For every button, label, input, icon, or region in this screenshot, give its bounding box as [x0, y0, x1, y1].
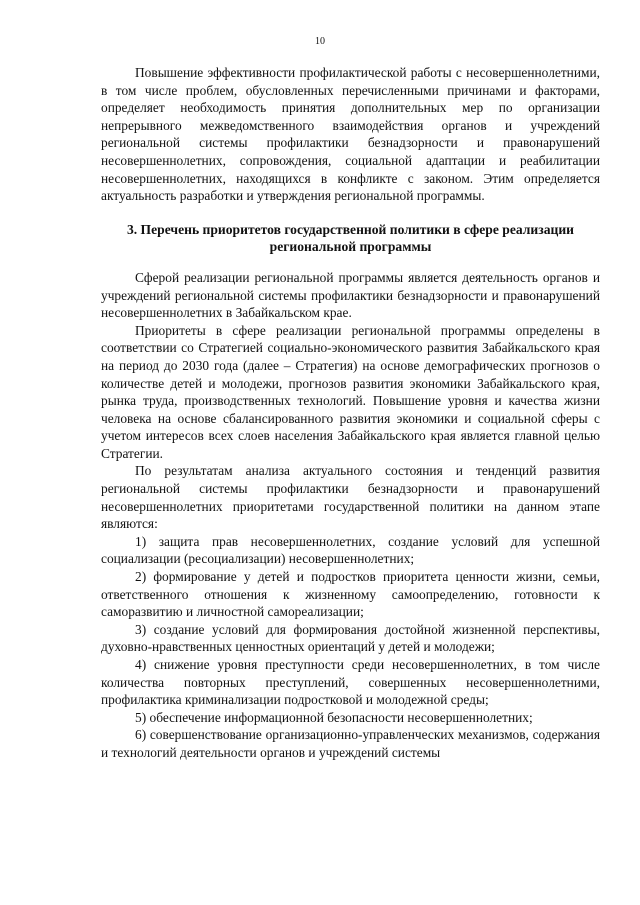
intro-paragraph: Повышение эффективности профилактической работы с несовершеннолетними, в том числе проблем, обусловленных перечисленными причинами и факторами, определяет необходимость принятия дополнительных мер по организации непрерывного межведомственного взаимодействия органов и учреждений региональной системы профилактики безнадзорности и правонарушений несовершеннолетних, сопровождения, социальной адаптации и реабилитации несовершеннолетних, находящихся в конфликте с законом. Этим определяется актуальность разработки и утверждения региональной программы. — [101, 65, 600, 204]
body-paragraph: По результатам анализа актуального состояния и тенденций развития региональной системы профилактики безнадзорности и правонарушений несовершеннолетних приоритетами государственной политики на данном этапе являются: — [101, 463, 600, 532]
priority-item: 1) защита прав несовершеннолетних, создание условий для успешной социализации (ресоциализации) несовершеннолетних; — [101, 533, 600, 567]
document-body — [101, 64, 600, 762]
body-paragraph: Приоритеты в сфере реализации региональной программы определены в соответствии со Стратегией социально-экономического развития Забайкальского края на период до 2030 года (далее – Стратегия) на основе демографических прогнозов о количестве детей и молодежи, прогнозов развития экономики Забайкальского края, рынка труда, производственных технологий. Повышение уровня и качества жизни человека на основе сбалансированного развития экономики и социальной сферы с учетом интересов всех слоев населения Забайкальского края является главной целью Стратегии. — [101, 322, 600, 461]
priority-item: 3) создание условий для формирования достойной жизненной перспективы, духовно-нравственных ценностных ориентаций у детей и молодежи; — [101, 621, 600, 655]
priority-item: 2) формирование у детей и подростков приоритета ценности жизни, семьи, ответственного отношения к жизненному самоопределению, готовности к саморазвитию и личностной самореализации; — [101, 569, 600, 620]
priority-item: 4) снижение уровня преступности среди несовершеннолетних, в том числе количества повторных преступлений, совершенных несовершеннолетними, профилактика криминализации подростковой и молодежной среды; — [101, 657, 600, 708]
section-heading: 3. Перечень приоритетов государственной политики в сфере реализации региональной программы — [126, 221, 575, 255]
body-paragraph: Сферой реализации региональной программы является деятельность органов и учреждений региональной системы профилактики безнадзорности и правонарушений несовершеннолетних в Забайкальском крае. — [101, 269, 600, 321]
page-number: 10 — [315, 36, 325, 47]
priority-item: 6) совершенствование организационно-управленческих механизмов, содержания и технологий деятельности органов и учреждений системы — [101, 727, 600, 760]
priority-item: 5) обеспечение информационной безопасности несовершеннолетних; — [135, 709, 533, 725]
